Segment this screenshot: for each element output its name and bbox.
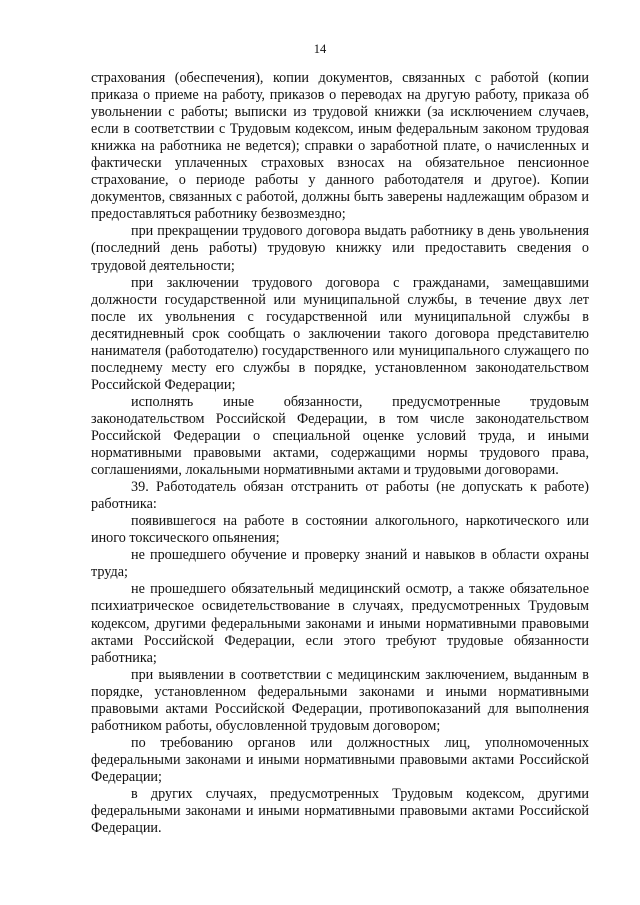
paragraph-intoxication: появившегося на работе в состоянии алкогольного, наркотического или иного токсического опьянения; [91,513,589,547]
paragraph-safety-training: не прошедшего обучение и проверку знаний и навыков в области охраны труда; [91,547,589,581]
paragraph-authorities-request: по требованию органов или должностных лиц, уполномоченных федеральными законами и иными нормативными правовыми актами Российской Федерации; [91,734,589,785]
paragraph-termination-work-book: при прекращении трудового договора выдать работнику в день увольнения (последний день работы) трудовую книжку или предоставить сведения о трудовой деятельности; [91,223,589,274]
paragraph-other-cases: в других случаях, предусмотренных Трудовым кодексом, другими федеральными законами и иными нормативными правовыми актами Российской Федерации. [91,785,589,837]
paragraph-medical-exam: не прошедшего обязательный медицинский осмотр, а также обязательное психиатрическое освидетельствование в случаях, предусмотренных Трудовым кодексом, другими федеральными законами и иными нормативными правовыми актами Российской Федерации, если этого требуют трудовые обязанности работника; [91,581,589,666]
paragraph-clause-39: 39. Работодатель обязан отстранить от работы (не допускать к работе) работника: [91,479,589,513]
paragraph-continuation: страхования (обеспечения), копии документов, связанных с работой (копии приказа о приеме на работу, приказов о переводах на другую работу, приказа об увольнении с работы; выписки из трудовой книжки (за исключением случаев, если в соответствии с Трудовым кодексом, иным федеральным законом трудовая книжка на работника не ведется); справки о заработной плате, о начисленных и фактически уплаченных страховых взносах на обязательное пенсионное страхование, о периоде работы у данного работодателя и другое). Копии документов, связанных с работой, должны быть заверены надлежащим образом и предоставляться работнику безвозмездно; [91,70,589,223]
paragraph-former-civil-servants: при заключении трудового договора с гражданами, замещавшими должности государственной или муниципальной службы, в течение двух лет после их увольнения с государственной или муниципальной службы в десятидневный срок сообщать о заключении такого договора представителю нанимателя (работодателю) государственного или муниципального служащего по последнему месту его службы в порядке, установленном законодательством Российской Федерации; [91,274,589,393]
page-number: 14 [313,42,327,56]
document-body [91,70,589,837]
paragraph-other-duties: исполнять иные обязанности, предусмотренные трудовым законодательством Российской Федерации, в том числе законодательством Российской Федерации о специальной оценке условий труда, и иными нормативными правовыми актами, содержащими нормы трудового права, соглашениями, локальными нормативными актами и трудовыми договорами. [91,393,589,479]
paragraph-contraindications: при выявлении в соответствии с медицинским заключением, выданным в порядке, установленном федеральными законами и иными нормативными правовыми актами Российской Федерации, противопоказаний для выполнения работником работы, обусловленной трудовым договором; [91,666,589,734]
